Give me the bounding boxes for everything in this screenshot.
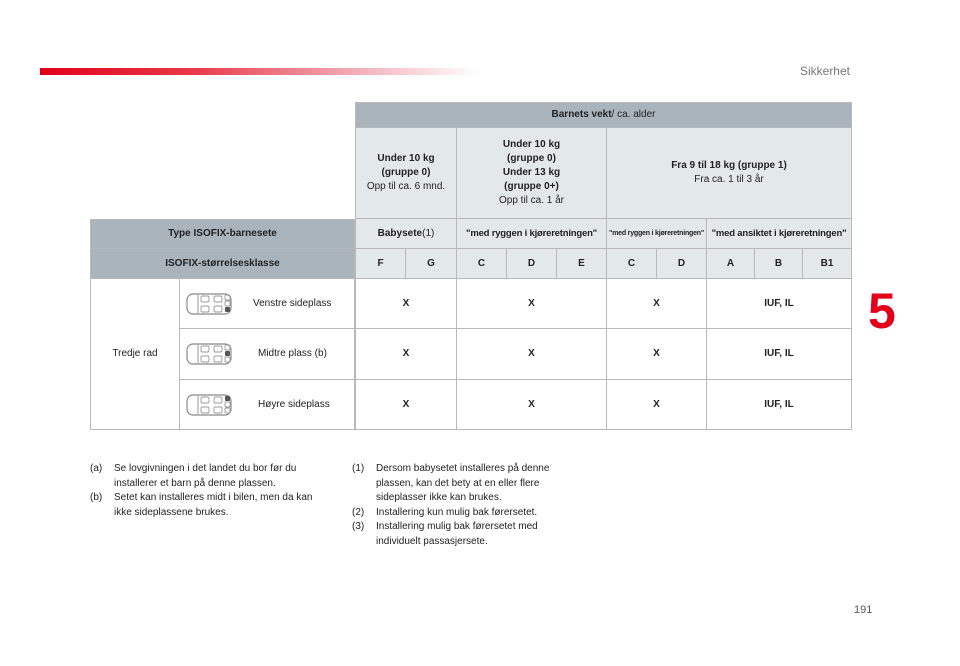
size-class: C: [457, 249, 507, 279]
car-seat-right-icon: [186, 393, 234, 417]
size-class: F: [355, 249, 406, 279]
car-seat-middle-icon: [186, 342, 234, 366]
page-number: 191: [854, 604, 873, 616]
size-class: C: [607, 249, 657, 279]
seat-row-right: [180, 380, 355, 430]
header-accent-bar: [40, 68, 480, 75]
seat-row-left: [180, 279, 355, 329]
size-class: E: [557, 249, 607, 279]
group-0-plus: Under 10 kg (gruppe 0) Under 13 kg (gruppe 0+) Opp til ca. 1 år: [457, 128, 607, 219]
value-cell: IUF, IL: [707, 329, 852, 380]
note-item: (1) Dersom babysetet installeres på denne plassen, kan det bety at en eller flere sideplasser ikke kan brukes.: [352, 463, 550, 503]
note-item: (b) Setet kan installeres midt i bilen, men da kan ikke sideplassene brukes.: [90, 492, 313, 518]
size-class: B1: [803, 249, 852, 279]
note-item: (2) Installering kun mulig bak førersetet.: [352, 506, 538, 518]
size-class: B: [755, 249, 803, 279]
seat-label: Høyre sideplass: [258, 399, 330, 410]
size-label: ISOFIX-størrelsesklasse: [90, 249, 355, 279]
value-cell: X: [607, 380, 707, 430]
section-title: Sikkerhet: [799, 64, 850, 78]
type-label: Type ISOFIX-barnesete: [90, 219, 355, 249]
type-babysete: Babysete (1): [355, 219, 457, 249]
chapter-number: 5: [868, 283, 896, 339]
value-cell: X: [607, 329, 707, 380]
value-cell: X: [457, 279, 607, 329]
size-class: G: [406, 249, 457, 279]
type-rear-facing-1: "med ryggen i kjøreretningen": [457, 219, 607, 249]
type-rear-facing-2: "med ryggen i kjøreretningen": [607, 219, 707, 249]
value-cell: X: [355, 380, 457, 430]
group-0: Under 10 kg (gruppe 0) Opp til ca. 6 mnd.: [355, 128, 457, 219]
notes-left: [90, 462, 330, 520]
value-cell: X: [355, 329, 457, 380]
row-group-label: Tredje rad: [90, 279, 180, 430]
value-cell: X: [355, 279, 457, 329]
note-item: (a) Se lovgivningen i det landet du bor før du installerer et barn på denne plassen.: [90, 463, 297, 489]
size-class: A: [707, 249, 755, 279]
value-cell: X: [457, 380, 607, 430]
value-cell: IUF, IL: [707, 380, 852, 430]
notes-right: [352, 462, 582, 549]
seat-label: Venstre sideplass: [253, 298, 332, 309]
car-seat-left-icon: [186, 292, 234, 316]
weight-header: Barnets vekt / ca. alder: [355, 102, 852, 128]
group-1: Fra 9 til 18 kg (gruppe 1) Fra ca. 1 til 3 år: [607, 128, 852, 219]
value-cell: X: [607, 279, 707, 329]
value-cell: IUF, IL: [707, 279, 852, 329]
note-item: (3) Installering mulig bak førersetet med individuelt passasjersete.: [352, 521, 538, 547]
seat-label: Midtre plass (b): [258, 348, 327, 359]
size-class: D: [507, 249, 557, 279]
seat-row-middle: [180, 329, 355, 380]
size-class: D: [657, 249, 707, 279]
type-forward-facing: "med ansiktet i kjøreretningen": [707, 219, 852, 249]
value-cell: X: [457, 329, 607, 380]
